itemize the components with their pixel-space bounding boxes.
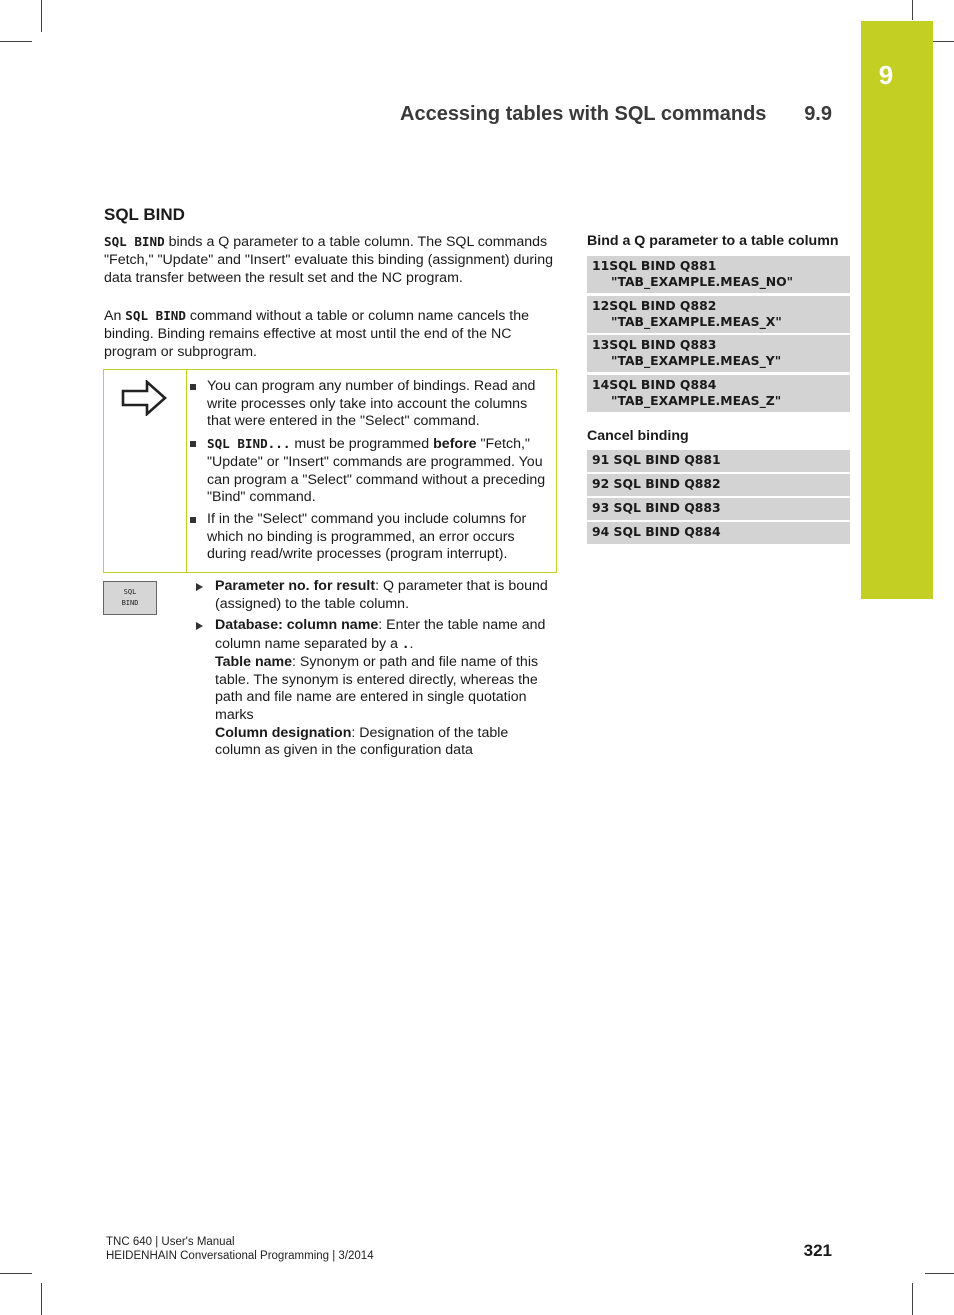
step-item [192, 617, 554, 760]
paragraph-text: binds a Q parameter to a table column. The SQL commands "Fetch," "Update" and "Insert" evaluate this binding (assignment) during data transfer between the result set and the NC program. [104, 234, 553, 286]
step-text: : Designation of the table column as given in the configuration data [215, 724, 509, 759]
code-text: 11SQL BIND Q881 [592, 258, 717, 273]
section-number: 9.9 [804, 103, 832, 125]
step-label: Table name [215, 653, 293, 670]
step-text: : Synonym or path and file name of this table. The synonym is entered directly, whereas the path and file name are entered in single quotation marks [215, 653, 539, 723]
note-divider [186, 370, 187, 572]
step-label: Column designation [215, 724, 352, 741]
crop-mark [912, 0, 913, 20]
code-text: 91 SQL BIND Q881 [592, 452, 721, 467]
code-text: "TAB_EXAMPLE.MEAS_X" [611, 314, 782, 329]
note-list [190, 378, 546, 568]
running-head [400, 103, 832, 126]
paragraph-text: command without a table or column name cancels the binding. Binding remains effective at most until the end of the NC program or subprogram. [104, 308, 530, 360]
footer-line: HEIDENHAIN Conversational Programming | 3/2014 [106, 1250, 374, 1262]
section-heading: SQL BIND [104, 205, 185, 224]
step-text: . [409, 636, 414, 653]
code-line [587, 256, 850, 293]
footer-line: TNC 640 | User's Manual [106, 1236, 235, 1248]
emphasis: before [433, 436, 477, 453]
command-name: SQL BIND... [207, 436, 291, 452]
code-text: 94 SQL BIND Q884 [592, 524, 721, 539]
paragraph-text: An [104, 308, 126, 324]
code-text: 93 SQL BIND Q883 [592, 500, 721, 515]
list-item-text: You can program any number of bindings. Read and write processes only take into account the columns that were entered in the "Select" command. [207, 378, 536, 430]
list-item-text: If in the "Select" command you include columns for which no binding is programmed, an error occurs during read/write processes (program interrupt). [207, 510, 527, 563]
code-text: "TAB_EXAMPLE.MEAS_Z" [611, 393, 782, 408]
page-number: 321 [803, 1241, 832, 1260]
crop-mark [41, 1283, 42, 1315]
paragraph-intro [104, 233, 554, 287]
code-line [587, 375, 850, 412]
softkey-label: SQL [123, 588, 137, 596]
footer [106, 1235, 374, 1263]
chapter-tab [861, 21, 933, 599]
separator-dot: . [401, 636, 410, 652]
sql-bind-softkey [103, 581, 157, 615]
note-box [103, 369, 557, 573]
list-item [190, 435, 546, 507]
code-line [587, 522, 850, 544]
cancel-example-heading: Cancel binding [587, 428, 689, 444]
code-line [587, 498, 850, 520]
paragraph-cancel [104, 307, 554, 361]
list-item-text: "Fetch," "Update" or "Insert" commands are programmed. You can program a "Select" command without a preceding "Bind" command. [207, 436, 546, 506]
step-item [192, 578, 554, 613]
step-list [192, 578, 554, 764]
code-text: 14SQL BIND Q884 [592, 377, 717, 392]
code-text: "TAB_EXAMPLE.MEAS_Y" [611, 353, 782, 368]
code-text: 12SQL BIND Q882 [592, 298, 717, 313]
crop-mark [0, 1273, 32, 1274]
code-line [587, 450, 850, 472]
bind-example-heading: Bind a Q parameter to a table column [587, 233, 839, 249]
step-label: Database: column name [215, 617, 379, 634]
code-line [587, 335, 850, 372]
code-text: "TAB_EXAMPLE.MEAS_NO" [611, 274, 794, 289]
code-line [587, 296, 850, 333]
crop-mark [925, 1273, 954, 1274]
step-text: : Q parameter that is bound (assigned) to the table column. [215, 578, 548, 612]
list-item [190, 378, 546, 431]
list-item [190, 511, 546, 564]
code-text: 13SQL BIND Q883 [592, 337, 717, 352]
list-item-text: must be programmed [290, 436, 434, 453]
command-name: SQL BIND [125, 308, 186, 323]
command-name: SQL BIND [104, 234, 165, 249]
chapter-number: 9 [878, 60, 894, 90]
code-text: 92 SQL BIND Q882 [592, 476, 721, 491]
step-text: : Enter the table name and column name separated by a [215, 617, 546, 653]
crop-mark [0, 41, 32, 42]
softkey-label: BIND [121, 599, 139, 607]
crop-mark [41, 0, 42, 32]
step-label: Parameter no. for result [215, 578, 376, 594]
code-line [587, 474, 850, 496]
crop-mark [912, 1283, 913, 1315]
section-title: Accessing tables with SQL commands [400, 103, 767, 125]
arrow-right-icon [121, 380, 167, 416]
